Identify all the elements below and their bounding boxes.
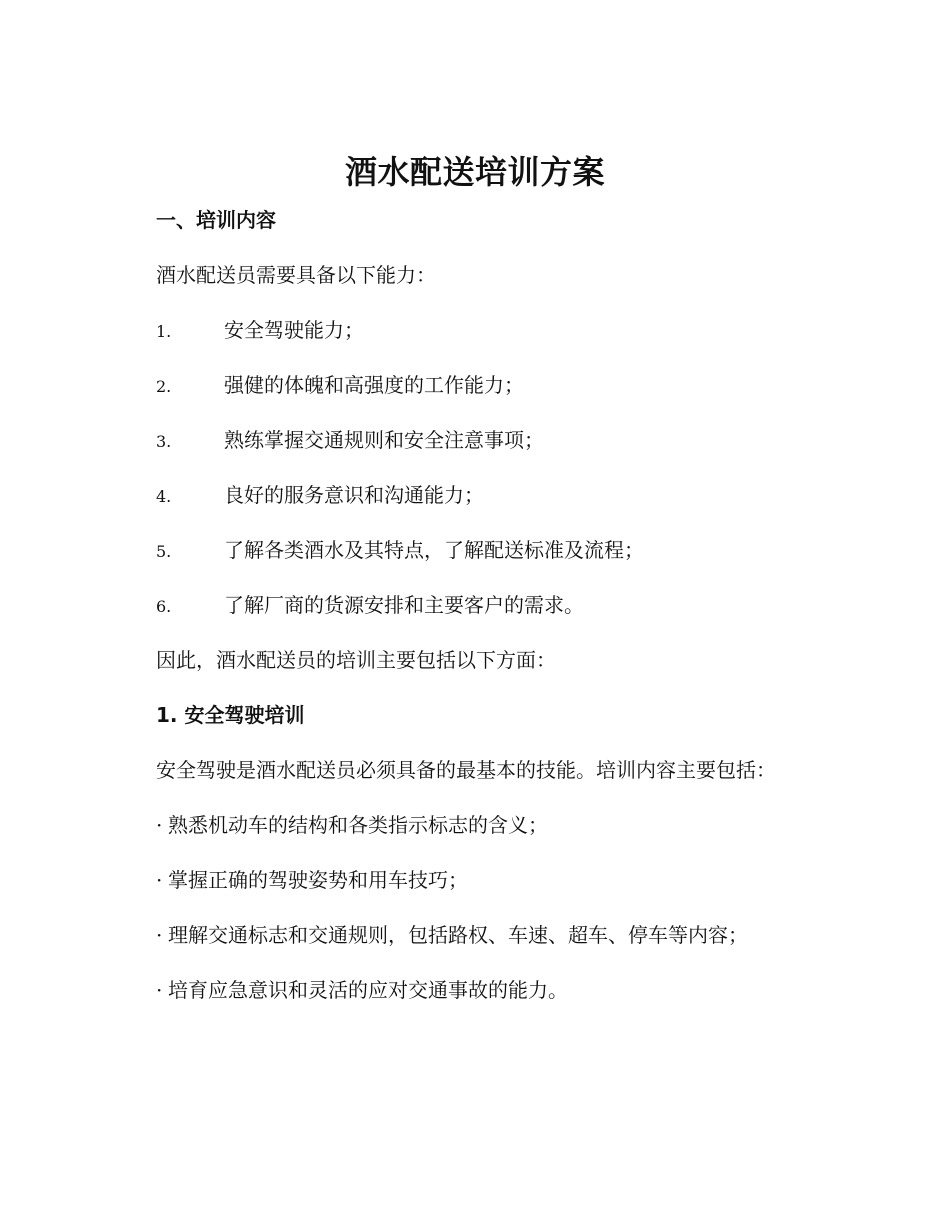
ability-item: [156, 316, 364, 346]
ability-item: [156, 426, 544, 456]
ability-text: 强健的体魄和高强度的工作能力；: [224, 373, 524, 397]
bullet-symbol: ·: [156, 813, 163, 837]
document-title: 酒水配送培训方案: [344, 153, 605, 191]
ability-number: 6.: [156, 597, 172, 616]
bullet-symbol: ·: [156, 923, 163, 947]
abilities-intro: 酒水配送员需要具备以下能力：: [156, 263, 436, 287]
bullet-symbol: ·: [156, 868, 163, 892]
ability-text: 了解厂商的货源安排和主要客户的需求。: [224, 593, 584, 617]
bullet-item: [156, 866, 468, 894]
bullet-text: 熟悉机动车的结构和各类指示标志的含义；: [168, 813, 548, 837]
ability-number: 1.: [156, 322, 172, 341]
bullet-text: 理解交通标志和交通规则，包括路权、车速、超车、停车等内容；: [168, 923, 748, 947]
ability-text: 良好的服务意识和沟通能力；: [224, 483, 484, 507]
ability-number: 3.: [156, 432, 172, 451]
bullet-item: [156, 921, 748, 949]
bullet-text: 掌握正确的驾驶姿势和用车技巧；: [168, 868, 468, 892]
section-heading-training-content: 一、培训内容: [156, 208, 276, 232]
ability-item: [156, 371, 524, 401]
ability-number: 2.: [156, 377, 172, 396]
ability-item: [156, 591, 584, 621]
ability-number: 4.: [156, 487, 172, 506]
training-intro: 因此，酒水配送员的培训主要包括以下方面：: [156, 648, 556, 672]
safe-driving-intro: 安全驾驶是酒水配送员必须具备的最基本的技能。培训内容主要包括：: [156, 758, 776, 782]
ability-text: 了解各类酒水及其特点，了解配送标准及流程；: [224, 538, 644, 562]
ability-item: [156, 481, 484, 511]
bullet-item: [156, 811, 548, 839]
ability-text: 安全驾驶能力；: [224, 318, 364, 342]
ability-text: 熟练掌握交通规则和安全注意事项；: [224, 428, 544, 452]
ability-number: 5.: [156, 542, 172, 561]
bullet-symbol: ·: [156, 978, 163, 1002]
subsection-heading-safe-driving: 1. 安全驾驶培训: [156, 703, 305, 727]
bullet-item: [156, 976, 568, 1004]
ability-item: [156, 536, 644, 566]
bullet-text: 培育应急意识和灵活的应对交通事故的能力。: [168, 978, 568, 1002]
